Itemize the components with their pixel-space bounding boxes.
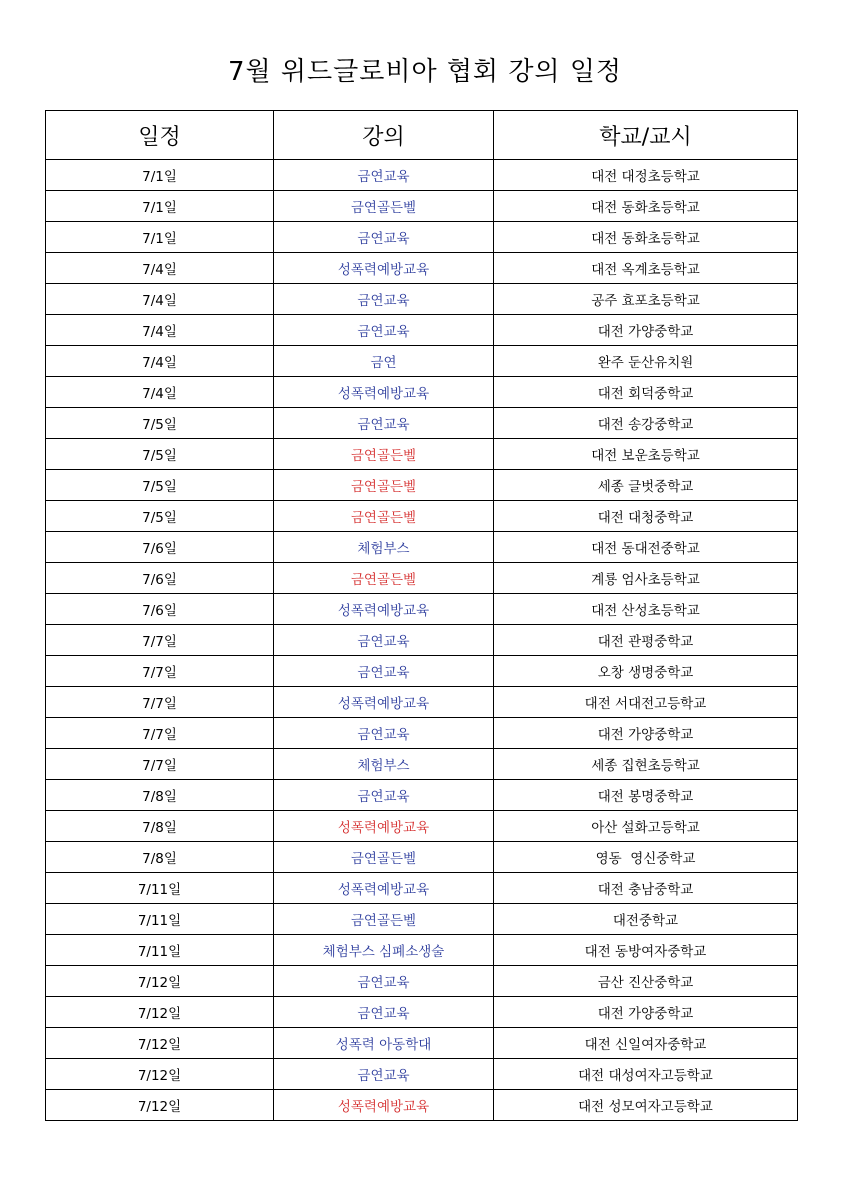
cell-lecture: 금연교육 xyxy=(274,625,494,656)
header-school: 학교/교시 xyxy=(494,111,798,160)
cell-lecture: 성폭력예방교육 xyxy=(274,377,494,408)
table-row xyxy=(46,656,798,687)
table-row xyxy=(46,594,798,625)
cell-date: 7/12일 xyxy=(46,966,274,997)
table-row xyxy=(46,160,798,191)
table-row xyxy=(46,1028,798,1059)
cell-lecture: 금연교육 xyxy=(274,284,494,315)
header-date: 일정 xyxy=(46,111,274,160)
table-row xyxy=(46,408,798,439)
cell-date: 7/8일 xyxy=(46,780,274,811)
cell-date: 7/12일 xyxy=(46,1028,274,1059)
cell-date: 7/7일 xyxy=(46,749,274,780)
table-row xyxy=(46,377,798,408)
cell-lecture: 체험부스 심폐소생술 xyxy=(274,935,494,966)
table-body xyxy=(46,160,798,1121)
cell-lecture: 성폭력예방교육 xyxy=(274,253,494,284)
table-row xyxy=(46,873,798,904)
cell-school: 대전 대정초등학교 xyxy=(494,160,798,191)
table-row xyxy=(46,997,798,1028)
cell-school: 대전 송강중학교 xyxy=(494,408,798,439)
cell-lecture: 금연골든벨 xyxy=(274,501,494,532)
cell-date: 7/1일 xyxy=(46,222,274,253)
cell-school: 대전 동화초등학교 xyxy=(494,222,798,253)
cell-school: 세종 집현초등학교 xyxy=(494,749,798,780)
cell-school: 대전 성모여자고등학교 xyxy=(494,1090,798,1121)
table-row xyxy=(46,1059,798,1090)
cell-school: 대전 동화초등학교 xyxy=(494,191,798,222)
table-row xyxy=(46,315,798,346)
cell-school: 대전 동대전중학교 xyxy=(494,532,798,563)
cell-date: 7/11일 xyxy=(46,904,274,935)
table-row xyxy=(46,532,798,563)
cell-school: 공주 효포초등학교 xyxy=(494,284,798,315)
cell-date: 7/1일 xyxy=(46,160,274,191)
cell-lecture: 금연교육 xyxy=(274,408,494,439)
cell-date: 7/4일 xyxy=(46,284,274,315)
cell-lecture: 금연교육 xyxy=(274,1059,494,1090)
cell-school: 오창 생명중학교 xyxy=(494,656,798,687)
cell-school: 대전 옥계초등학교 xyxy=(494,253,798,284)
cell-date: 7/4일 xyxy=(46,346,274,377)
cell-date: 7/5일 xyxy=(46,470,274,501)
cell-lecture: 금연교육 xyxy=(274,780,494,811)
cell-school: 아산 설화고등학교 xyxy=(494,811,798,842)
cell-date: 7/5일 xyxy=(46,408,274,439)
cell-lecture: 금연교육 xyxy=(274,222,494,253)
cell-lecture: 금연골든벨 xyxy=(274,563,494,594)
cell-school: 금산 진산중학교 xyxy=(494,966,798,997)
cell-school: 대전 봉명중학교 xyxy=(494,780,798,811)
cell-school: 대전 가양중학교 xyxy=(494,718,798,749)
table-row xyxy=(46,346,798,377)
cell-school: 대전 서대전고등학교 xyxy=(494,687,798,718)
cell-school: 영동 영신중학교 xyxy=(494,842,798,873)
cell-date: 7/7일 xyxy=(46,656,274,687)
cell-lecture: 금연교육 xyxy=(274,997,494,1028)
cell-lecture: 금연교육 xyxy=(274,966,494,997)
cell-school: 세종 글벗중학교 xyxy=(494,470,798,501)
header-lecture: 강의 xyxy=(274,111,494,160)
cell-lecture: 금연골든벨 xyxy=(274,842,494,873)
cell-lecture: 성폭력예방교육 xyxy=(274,1090,494,1121)
cell-date: 7/12일 xyxy=(46,997,274,1028)
cell-school: 대전 가양중학교 xyxy=(494,315,798,346)
cell-date: 7/7일 xyxy=(46,718,274,749)
cell-date: 7/6일 xyxy=(46,532,274,563)
cell-lecture: 금연교육 xyxy=(274,656,494,687)
cell-lecture: 성폭력예방교육 xyxy=(274,687,494,718)
cell-school: 대전중학교 xyxy=(494,904,798,935)
table-row xyxy=(46,687,798,718)
schedule-table xyxy=(45,110,798,1121)
table-row xyxy=(46,284,798,315)
cell-date: 7/8일 xyxy=(46,842,274,873)
table-row xyxy=(46,842,798,873)
cell-date: 7/6일 xyxy=(46,563,274,594)
table-row xyxy=(46,1090,798,1121)
cell-school: 대전 신일여자중학교 xyxy=(494,1028,798,1059)
cell-lecture: 금연골든벨 xyxy=(274,439,494,470)
cell-school: 대전 관평중학교 xyxy=(494,625,798,656)
cell-lecture: 금연골든벨 xyxy=(274,191,494,222)
cell-lecture: 성폭력예방교육 xyxy=(274,811,494,842)
table-row xyxy=(46,966,798,997)
cell-lecture: 금연 xyxy=(274,346,494,377)
cell-school: 대전 대청중학교 xyxy=(494,501,798,532)
table-row xyxy=(46,563,798,594)
table-row xyxy=(46,439,798,470)
table-row xyxy=(46,904,798,935)
cell-lecture: 금연골든벨 xyxy=(274,470,494,501)
table-row xyxy=(46,935,798,966)
cell-date: 7/7일 xyxy=(46,625,274,656)
cell-school: 완주 둔산유치원 xyxy=(494,346,798,377)
table-row xyxy=(46,191,798,222)
table-row xyxy=(46,718,798,749)
cell-school: 대전 가양중학교 xyxy=(494,997,798,1028)
cell-lecture: 체험부스 xyxy=(274,532,494,563)
cell-lecture: 금연골든벨 xyxy=(274,904,494,935)
cell-date: 7/12일 xyxy=(46,1090,274,1121)
cell-date: 7/11일 xyxy=(46,935,274,966)
cell-lecture: 체험부스 xyxy=(274,749,494,780)
cell-lecture: 성폭력예방교육 xyxy=(274,873,494,904)
cell-date: 7/4일 xyxy=(46,377,274,408)
cell-date: 7/5일 xyxy=(46,439,274,470)
page-title: 7월 위드글로비아 협회 강의 일정 xyxy=(227,57,623,87)
cell-date: 7/5일 xyxy=(46,501,274,532)
cell-date: 7/7일 xyxy=(46,687,274,718)
cell-school: 대전 회덕중학교 xyxy=(494,377,798,408)
cell-school: 대전 동방여자중학교 xyxy=(494,935,798,966)
table-row xyxy=(46,780,798,811)
cell-date: 7/4일 xyxy=(46,253,274,284)
cell-school: 대전 대성여자고등학교 xyxy=(494,1059,798,1090)
cell-lecture: 성폭력 아동학대 xyxy=(274,1028,494,1059)
cell-school: 대전 보운초등학교 xyxy=(494,439,798,470)
table-row xyxy=(46,749,798,780)
cell-date: 7/11일 xyxy=(46,873,274,904)
cell-date: 7/6일 xyxy=(46,594,274,625)
table-header-row xyxy=(46,111,798,160)
cell-school: 대전 산성초등학교 xyxy=(494,594,798,625)
table-row xyxy=(46,625,798,656)
cell-date: 7/1일 xyxy=(46,191,274,222)
cell-date: 7/4일 xyxy=(46,315,274,346)
cell-lecture: 금연교육 xyxy=(274,315,494,346)
table-row xyxy=(46,501,798,532)
cell-date: 7/12일 xyxy=(46,1059,274,1090)
table-row xyxy=(46,470,798,501)
cell-school: 대전 충남중학교 xyxy=(494,873,798,904)
table-row xyxy=(46,253,798,284)
cell-date: 7/8일 xyxy=(46,811,274,842)
cell-school: 계룡 엄사초등학교 xyxy=(494,563,798,594)
cell-lecture: 성폭력예방교육 xyxy=(274,594,494,625)
table-row xyxy=(46,222,798,253)
cell-lecture: 금연교육 xyxy=(274,160,494,191)
cell-lecture: 금연교육 xyxy=(274,718,494,749)
table-row xyxy=(46,811,798,842)
